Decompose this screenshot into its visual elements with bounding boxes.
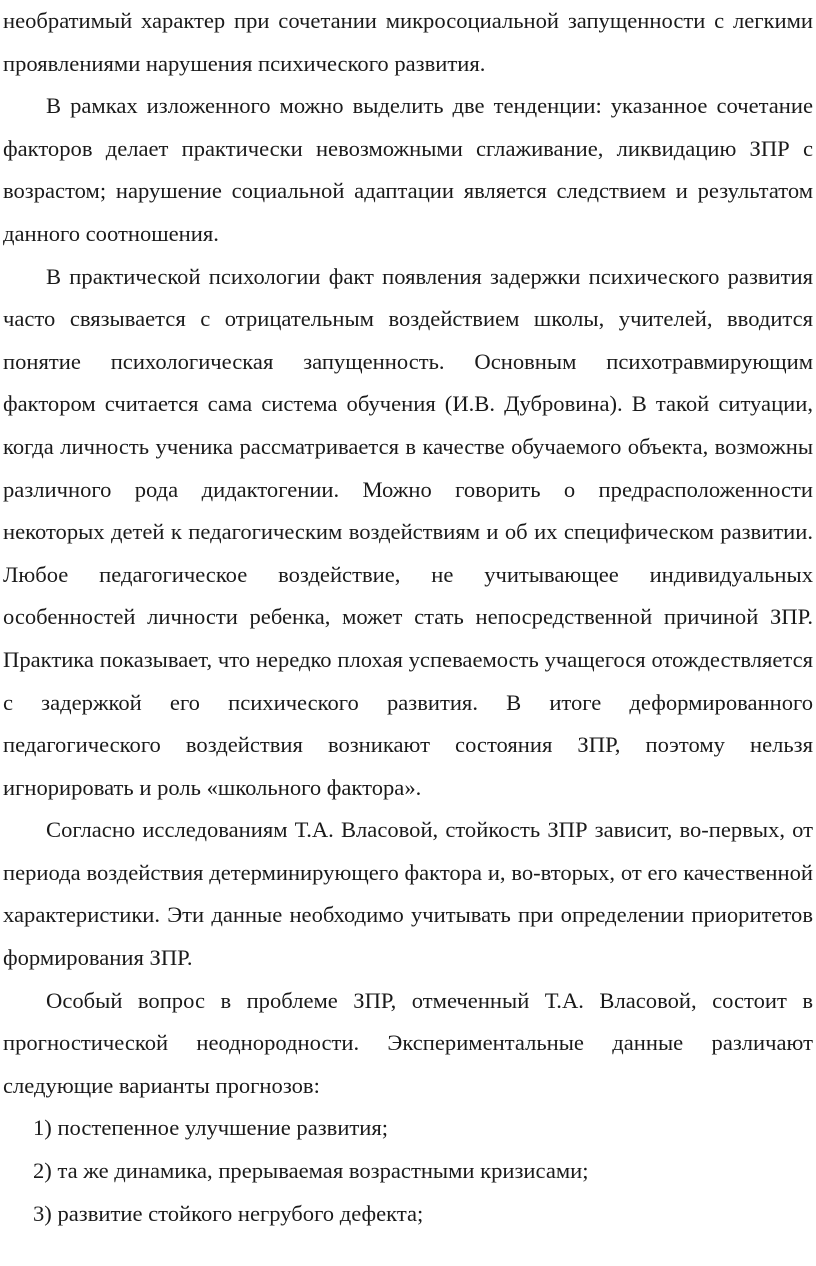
paragraph-practical-psychology: В практической психологии факт появления задержки психического развития часто связывается с отрицательным воздействием школы, учителей, вводится понятие психологическая запущенность. Основным психотравмирующим фактором считается сама система обучения (И.В. Дубровина). В такой ситуации, когда личность ученика рассматривается в качестве обучаемого объекта, возможны различного рода дидактогении. Можно говорить о предрасположенности некоторых детей к педагогическим воздействиям и об их специфическом развитии. Любое педагогическое воздействие, не учитывающее индивидуальных особенностей личности ребенка, может стать непосредственной причиной ЗПР. Практика показывает, что нередко плохая успеваемость учащегося отождествляется с задержкой его психического развития. В итоге деформированного педагогического воздействия возникают состояния ЗПР, поэтому нельзя игнорировать и роль «школьного фактора». [3,263,813,800]
paragraph-prognosis-question: Особый вопрос в проблеме ЗПР, отмеченный Т.А. Власовой, состоит в прогностической неоднородности. Экспериментальные данные различают следующие варианты прогнозов: [3,987,813,1098]
document-page [3,0,813,1266]
paragraph-vlasova-research: Согласно исследованиям Т.А. Власовой, стойкость ЗПР зависит, во-первых, от периода воздействия детерминирующего фактора и, во-вторых, от его качественной характеристики. Эти данные необходимо учитывать при определении приоритетов формирования ЗПР. [3,817,813,971]
paragraph-continuation: необратимый характер при сочетании микросоциальной запущенности с легкими проявлениями нарушения психического развития. [3,8,813,76]
list-item-2: 2) та же динамика, прерываемая возрастными кризисами; [33,1158,589,1184]
paragraph-tendencies: В рамках изложенного можно выделить две тенденции: указанное сочетание факторов делает практически невозможными сглаживание, ликвидацию ЗПР с возрастом; нарушение социальной адаптации является следствием и результатом данного соотношения. [3,93,813,246]
list-item-1: 1) постепенное улучшение развития; [33,1115,389,1141]
list-item-3: 3) развитие стойкого негрубого дефекта; [33,1200,424,1226]
